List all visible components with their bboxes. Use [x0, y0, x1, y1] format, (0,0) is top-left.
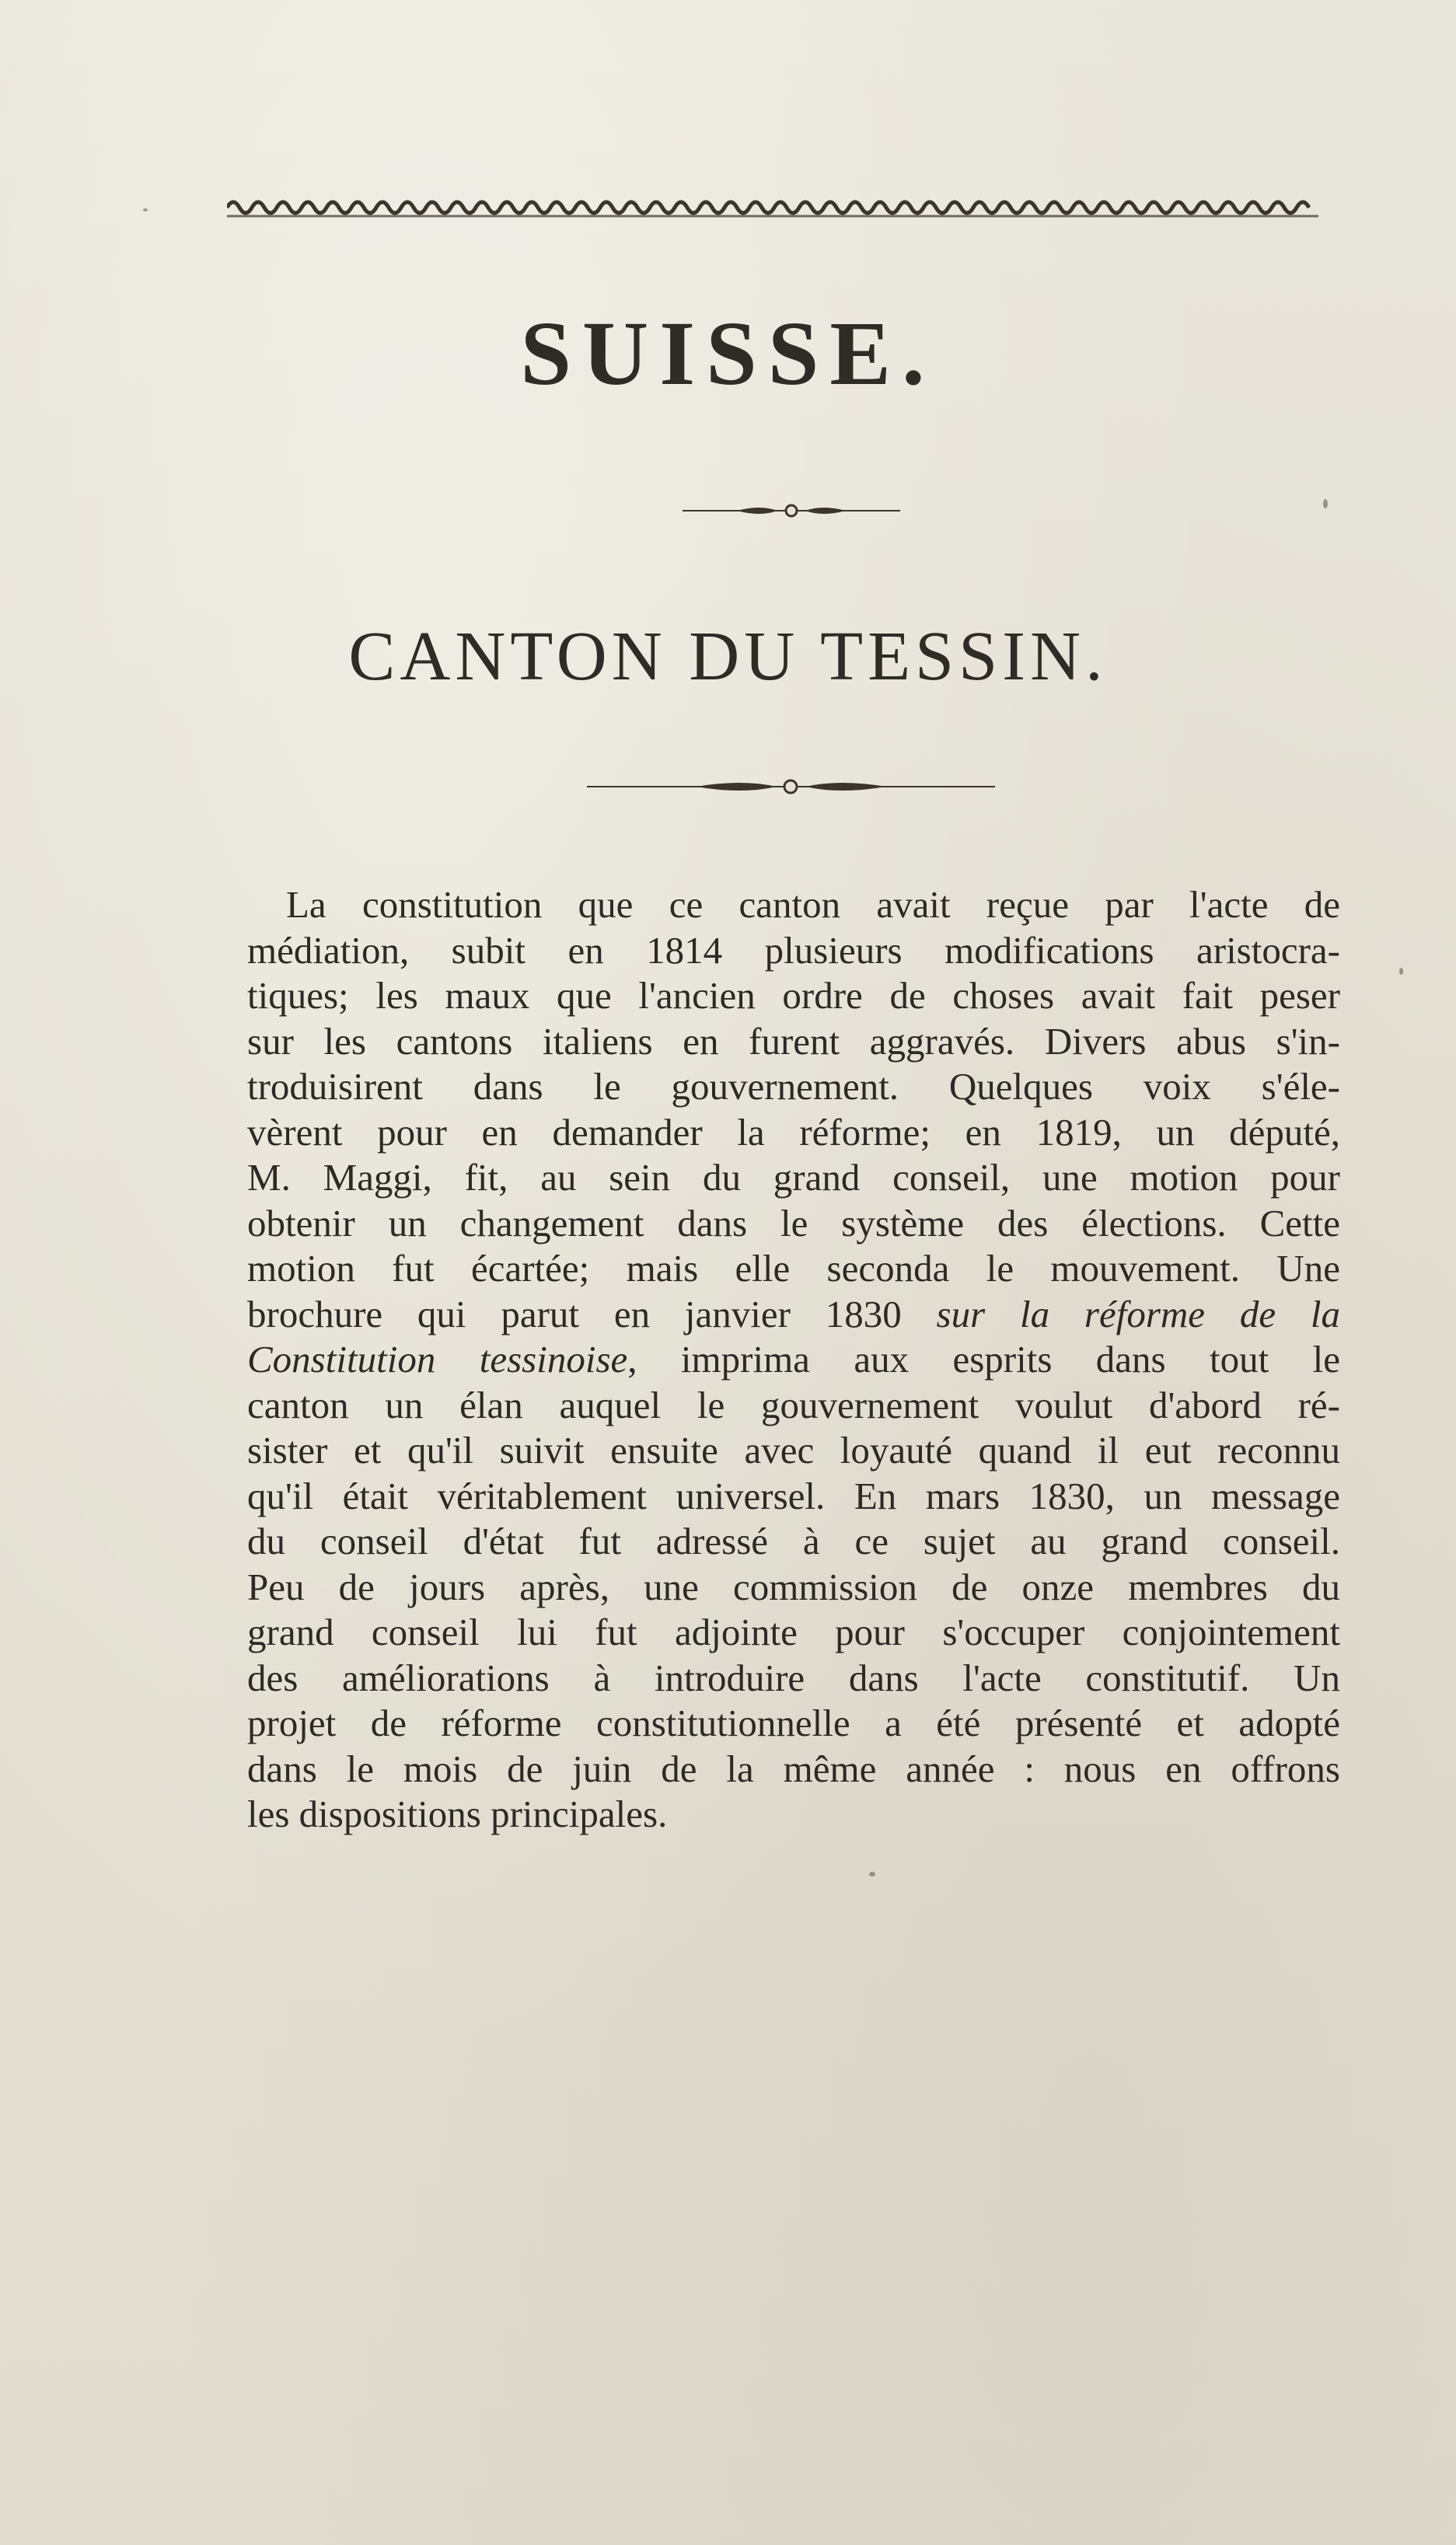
text-line [247, 1656, 1340, 1702]
text-segment: obtenir un changement dans le système des élections. Cette [247, 1201, 1340, 1245]
text-line [247, 1428, 1340, 1474]
canton-heading: CANTON DU TESSIN. [348, 618, 1108, 695]
short-rule-divider [683, 501, 900, 520]
text-line [247, 1292, 1340, 1338]
text-segment: motion fut écartée; mais elle seconda le mouvement. Une [247, 1247, 1340, 1290]
text-segment: dans le mois de juin de la même année : nous en offrons [247, 1747, 1340, 1790]
text-segment: Peu de jours après, une commission de onze membres du [247, 1565, 1340, 1608]
text-line [247, 1565, 1340, 1611]
text-segment: troduisirent dans le gouvernement. Quelques voix s'éle- [247, 1065, 1340, 1108]
text-line [247, 1019, 1340, 1065]
text-segment: La constitution que ce canton avait reçue par l'acte de [286, 883, 1340, 926]
text-segment: projet de réforme constitutionnelle a été présenté et adopté [247, 1702, 1340, 1744]
text-line [247, 1701, 1340, 1747]
body-paragraph [247, 882, 1340, 1838]
ink-speck [869, 1872, 875, 1876]
text-segment: les dispositions principales. [247, 1793, 668, 1835]
text-segment: M. Maggi, fit, au sein du grand conseil, une motion pour [247, 1156, 1340, 1199]
text-segment: médiation, subit en 1814 plusieurs modifications aristocra- [247, 928, 1340, 972]
text-line [247, 1610, 1340, 1656]
ornamental-header-band [227, 193, 1318, 222]
text-line [247, 1747, 1340, 1793]
text-segment: canton un élan auquel le gouvernement voulut d'abord ré- [247, 1383, 1340, 1426]
long-rule-divider [587, 777, 995, 796]
text-line [247, 882, 1340, 928]
text-segment: grand conseil lui fut adjointe pour s'occuper conjointement [247, 1611, 1340, 1653]
text-line [247, 1064, 1340, 1110]
text-segment: tiques; les maux que l'ancien ordre de choses avait fait peser [247, 974, 1340, 1017]
text-segment: qu'il était véritablement universel. En mars 1830, un message [247, 1474, 1340, 1517]
text-segment: du conseil d'état fut adressé à ce sujet au grand conseil. [247, 1520, 1340, 1562]
italic-title-segment: sur la réforme de la [936, 1292, 1341, 1335]
text-line [247, 928, 1340, 974]
text-line [247, 1383, 1340, 1429]
text-line [247, 1155, 1340, 1201]
text-line [247, 1792, 1340, 1838]
text-line [247, 973, 1340, 1019]
ink-speck [1323, 499, 1328, 508]
ink-speck [1399, 968, 1403, 975]
country-heading: SUISSE. [520, 302, 936, 404]
text-segment: brochure qui parut en janvier 1830 [247, 1292, 937, 1335]
text-line [247, 1201, 1340, 1247]
text-line [247, 1246, 1340, 1292]
text-segment: des améliorations à introduire dans l'acte constitutif. Un [247, 1656, 1340, 1699]
text-segment: sister et qu'il suivit ensuite avec loyauté quand il eut reconnu [247, 1429, 1340, 1471]
text-line [247, 1474, 1340, 1520]
text-segment: sur les cantons italiens en furent aggravés. Divers abus s'in- [247, 1019, 1340, 1063]
text-line [247, 1110, 1340, 1156]
text-line [247, 1337, 1340, 1383]
text-segment: vèrent pour en demander la réforme; en 1819, un député, [247, 1110, 1340, 1154]
text-segment: , imprima aux esprits dans tout le [627, 1338, 1340, 1381]
text-line [247, 1519, 1340, 1565]
ink-speck [143, 208, 148, 211]
italic-title-segment: Constitution tessinoise [247, 1338, 628, 1381]
